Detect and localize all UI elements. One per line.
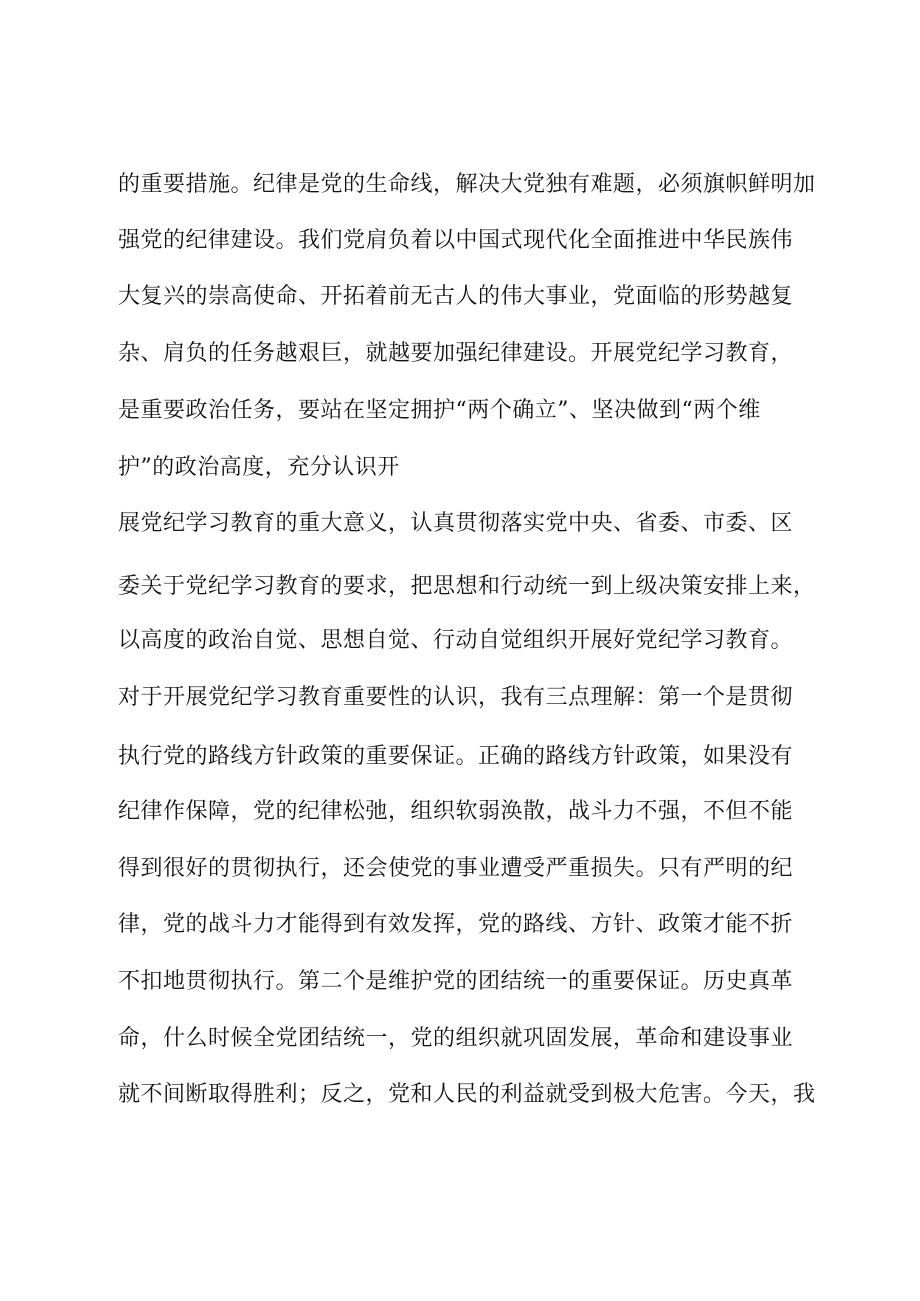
text-line: 以高度的政治自觉、思想自觉、行动自觉组织开展好党纪学习教育。 (118, 628, 794, 653)
text-line: 就不间断取得胜利；反之，党和人民的利益就受到极大危害。今天，我 (118, 1082, 816, 1107)
text-line: 护”的政治高度，充分认识开 (118, 455, 400, 480)
text-line: 得到很好的贯彻执行，还会使党的事业遭受严重损失。只有严明的纪 (118, 856, 794, 881)
text-line: 纪律作保障，党的纪律松弛，组织软弱涣散，战斗力不强，不但不能 (118, 799, 794, 824)
text-line: 杂、肩负的任务越艰巨，就越要加强纪律建设。开展党纪学习教育， (118, 341, 794, 366)
text-line: 委关于党纪学习教育的要求，把思想和行动统一到上级决策安排上来， (118, 574, 816, 599)
text-line: 律，党的战斗力才能得到有效发挥，党的路线、方针、政策才能不折 (118, 912, 794, 937)
text-line: 命，什么时候全党团结统一，党的组织就巩固发展，革命和建设事业 (118, 1026, 794, 1051)
text-line: 对于开展党纪学习教育重要性的认识，我有三点理解：第一个是贯彻 (118, 685, 794, 710)
text-line: 展党纪学习教育的重大意义，认真贯彻落实党中央、省委、市委、区 (118, 511, 794, 536)
text-line: 的重要措施。纪律是党的生命线，解决大党独有难题，必须旗帜鲜明加 (118, 172, 816, 197)
text-line: 执行党的路线方针政策的重要保证。正确的路线方针政策，如果没有 (118, 744, 794, 769)
text-line: 大复兴的崇高使命、开拓着前无古人的伟大事业，党面临的形势越复 (118, 284, 794, 309)
text-line: 强党的纪律建设。我们党肩负着以中国式现代化全面推进中华民族伟 (118, 228, 794, 253)
text-line: 不扣地贯彻执行。第二个是维护党的团结统一的重要保证。历史真革 (118, 969, 794, 994)
text-line: 是重要政治任务，要站在坚定拥护“两个确立”、坚决做到“两个维 (118, 398, 761, 423)
